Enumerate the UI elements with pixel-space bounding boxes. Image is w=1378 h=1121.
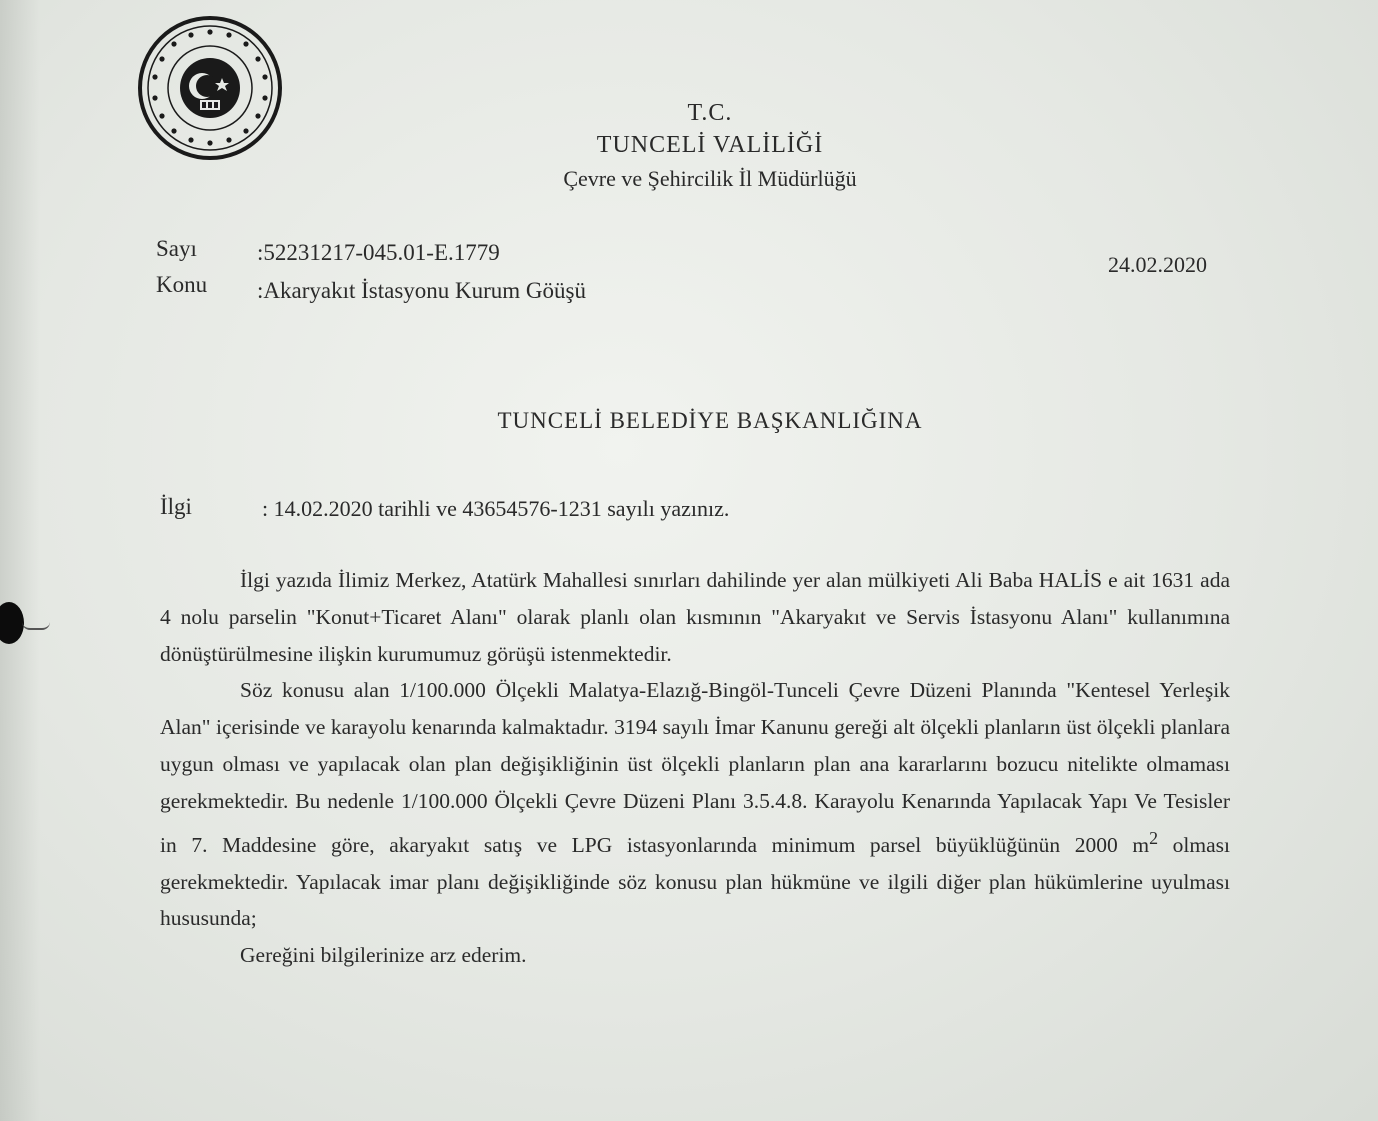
header-governorship: TUNCELİ VALİLİĞİ <box>596 132 824 158</box>
header-directorate: Çevre ve Şehircilik İl Müdürlüğü <box>563 166 857 191</box>
letter-body <box>160 562 1230 974</box>
sayi-value: :52231217-045.01-E.1779 <box>257 240 500 265</box>
sayi-label: Sayı <box>156 236 197 261</box>
ilgi-value: : 14.02.2020 tarihli ve 43654576-1231 sayılı yazınız. <box>262 496 730 521</box>
konu-label: Konu <box>156 272 208 297</box>
page-edge-shadow <box>0 0 40 1121</box>
konu-value: :Akaryakıt İstasyonu Kurum Göüşü <box>257 278 586 303</box>
document-date: 24.02.2020 <box>1108 252 1207 277</box>
paragraph-1: İlgi yazıda İlimiz Merkez, Atatürk Mahallesi sınırları dahilinde yer alan mülkiyeti Ali Baba HALİS e ait 1631 ada 4 nolu parselin "Konut+Ticaret Alanı" olarak planlı olan kısmının "Akaryakıt ve Servis İstasyonu Alanı" kullanımına dönüştürülmesine ilişkin kurumumuz görüşü istenmektedir. <box>160 568 1230 666</box>
closing-line: Gereğini bilgilerinize arz ederim. <box>240 943 527 968</box>
paragraph-2-part-b: olması gerekmektedir. Yapılacak imar planı değişikliğinde söz konusu plan hükmüne ve ilgili diğer plan hükümlerine uyulması hususunda; <box>160 832 1230 931</box>
ilgi-label: İlgi <box>160 494 192 519</box>
superscript-2: 2 <box>1149 827 1159 848</box>
ministry-seal-logo <box>136 14 284 162</box>
punch-hole-tail <box>22 622 50 630</box>
header-tc: T.C. <box>687 100 733 126</box>
addressee: TUNCELİ BELEDİYE BAŞKANLIĞINA <box>497 408 923 433</box>
paragraph-2 <box>160 672 1230 937</box>
paragraph-2-part-a: Söz konusu alan 1/100.000 Ölçekli Malatya-Elazığ-Bingöl-Tunceli Çevre Düzeni Planında "Kentesel Yerleşik Alan" içerisinde ve karayolu kenarında kalmaktadır. 3194 sayılı İmar Kanunu gereği alt ölçekli planların üst ölçekli planlara uygun olması ve yapılacak olan plan değişikliğinin üst ölçekli planların plan ana kararlarını bozucu nitelikte olmaması gerekmektedir. Bu nedenle 1/100.000 Ölçekli Çevre Düzeni Planı 3.5.4.8. Karayolu Kenarında Yapılacak Yapı Ve Tesisler in 7. Maddesine göre, akaryakıt satış ve LPG istasyonlarında minimum parsel büyüklüğünün 2000 m <box>160 678 1230 857</box>
